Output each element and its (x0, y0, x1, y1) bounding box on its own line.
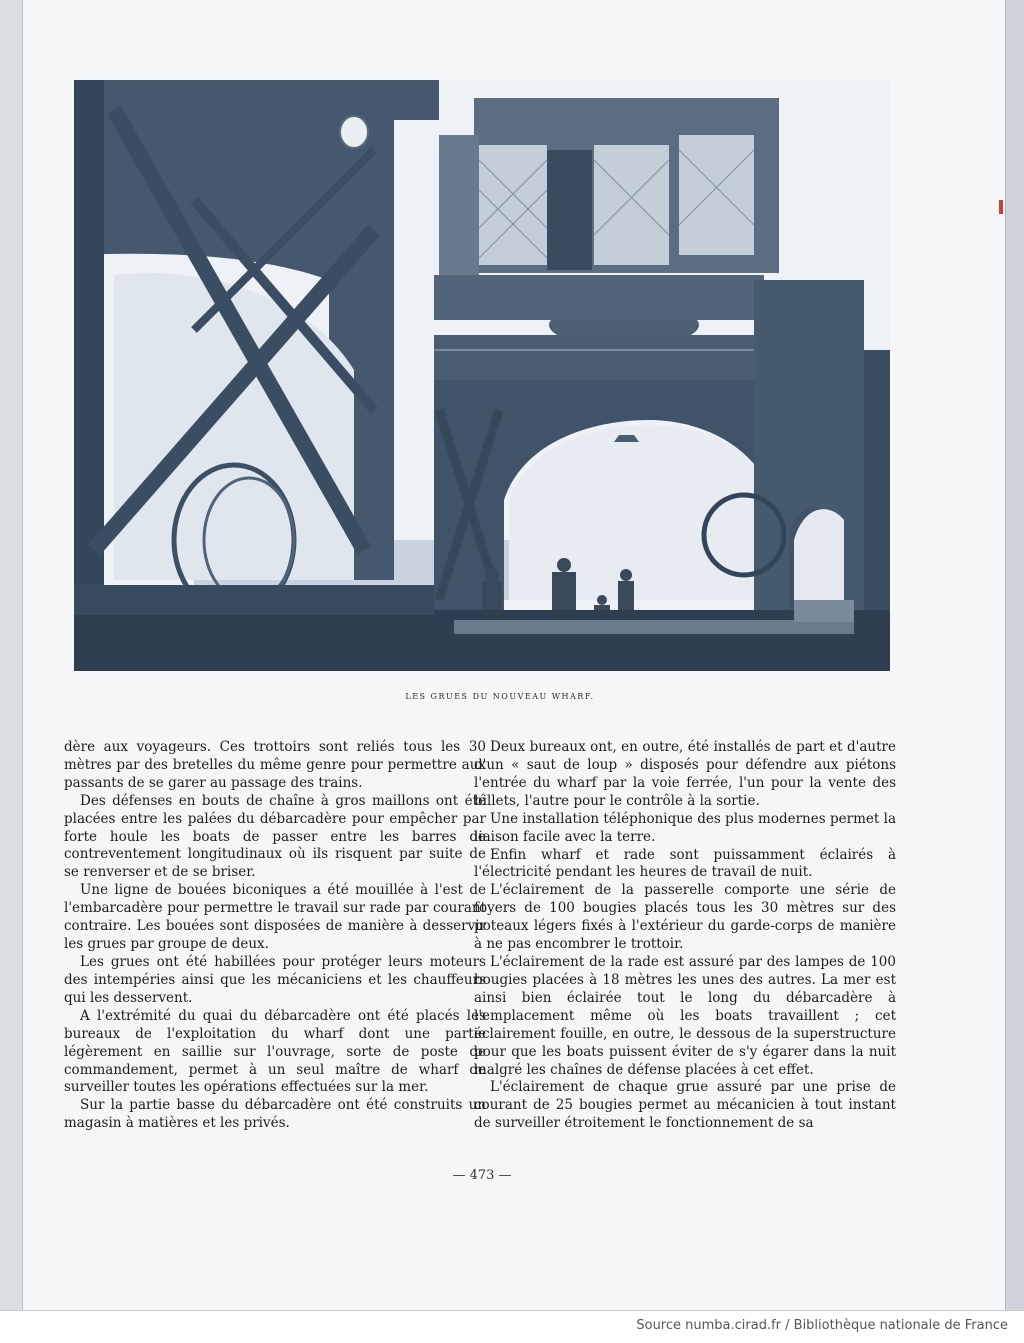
figure-caption: LES GRUES DU NOUVEAU WHARF. (405, 692, 595, 701)
red-edge-mark (999, 200, 1003, 214)
page-bottom-edge (0, 1310, 1024, 1311)
page-right-edge (1006, 0, 1024, 1310)
page-number: — 473 — (452, 1168, 512, 1183)
paragraph: L'éclairement de la passerelle comporte une série de foyers de 100 bougies placés tous les 30 mètres sur des poteaux légers fixés à l'extérieur du garde-corps de manière à ne pas encombrer le trottoir. (474, 882, 896, 953)
paragraph: Enfin wharf et rade sont puissamment éclairés à l'électricité pendant les heures de travail de nuit. (474, 846, 896, 881)
left-text-column (64, 739, 486, 1133)
source-attribution: Source numba.cirad.fr / Bibliothèque nationale de France (636, 1318, 1008, 1333)
paragraph: Sur la partie basse du débarcadère ont été construits un magasin à matières et les privés. (64, 1097, 486, 1132)
page-left-edge-line (22, 0, 23, 1310)
paragraph: Deux bureaux ont, en outre, été installés de part et d'autre d'un « saut de loup » disposés pour défendre aux piétons l'entrée du wharf par la voie ferrée, l'un pour la vente des billets, l'autre pour le contrôle à la sortie. (474, 739, 896, 809)
paragraph: Les grues ont été habillées pour protéger leurs moteurs des intempéries ainsi que les mécaniciens et les chauffeurs qui les desservent. (64, 954, 486, 1006)
paragraph: dère aux voyageurs. Ces trottoirs sont reliés tous les 30 mètres par des bretelles du même genre pour permettre aux passants de se garer au passage des trains. (64, 739, 486, 791)
page-right-edge-line (1005, 0, 1006, 1310)
crane-photograph (74, 80, 890, 671)
paragraph: L'éclairement de la rade est assuré par des lampes de 100 bougies placées à 18 mètres les unes des autres. La mer est ainsi bien éclairée tout le long du débarcadère à l'emplacement même où les boats travaillent ; cet éclairement fouille, en outre, le dessous de la superstructure pour que les boats puissent éviter de s'y égarer dans la nuit malgré les chaînes de défense placées à cet effet. (474, 954, 896, 1078)
right-text-column (474, 739, 896, 1133)
paragraph: A l'extrémité du quai du débarcadère ont été placés les bureaux de l'exploitation du wharf dont une partie légèrement en saillie sur l'ouvrage, sorte de poste de commandement, permet à un seul maître de wharf de surveiller toutes les opérations effectuées sur la mer. (64, 1007, 486, 1096)
paragraph: Une installation téléphonique des plus modernes permet la liaison facile avec la terre. (474, 810, 896, 845)
paragraph: Une ligne de bouées biconiques a été mouillée à l'est de l'embarcadère pour permettre le travail sur rade par courant contraire. Les bouées sont disposées de manière à desservir les grues par groupe de deux. (64, 882, 486, 953)
paragraph: L'éclairement de chaque grue assuré par une prise de courant de 25 bougies permet au mécanicien à tout instant de surveiller étroitement le fonctionnement de sa (474, 1079, 896, 1132)
paragraph: Des défenses en bouts de chaîne à gros maillons ont été placées entre les palées du débarcadère pour empêcher par forte houle les boats de passer entre les barres de contreventement longitudinaux où ils risquent par suite de se renverser et de se briser. (64, 792, 486, 881)
page-left-edge (0, 0, 22, 1310)
